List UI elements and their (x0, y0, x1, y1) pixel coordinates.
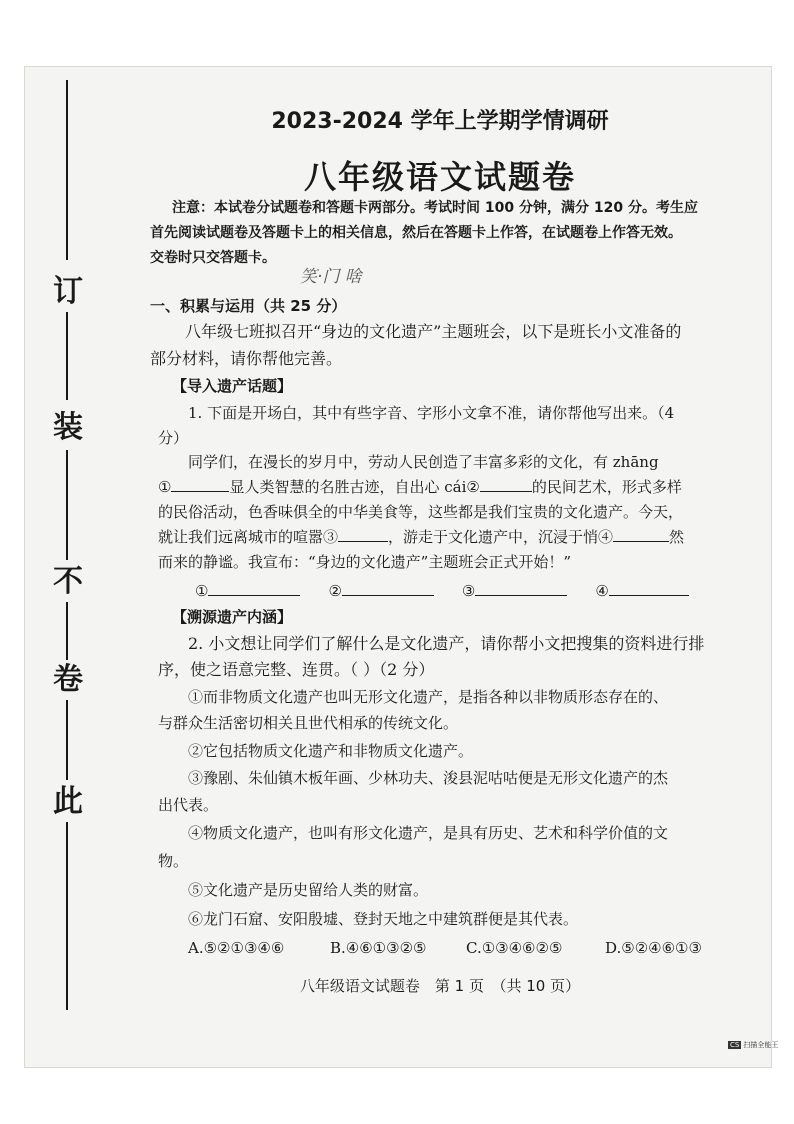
binding-char: 订 (48, 272, 88, 312)
main-title: 八年级语文试题卷 (303, 158, 576, 196)
binding-line (66, 450, 68, 560)
question-1-cont: 分） (158, 429, 189, 447)
answer-label: ② (328, 582, 342, 600)
option-c[interactable]: C.①③④⑥②⑤ (466, 939, 563, 957)
question-2-cont: 序，使之语意完整、连贯。（ ）（2 分） (158, 660, 435, 679)
binding-char: 卷 (48, 660, 88, 700)
section-title: 一、积累与运用（共 25 分） (150, 297, 347, 315)
option-b[interactable]: B.④⑥①③②⑤ (330, 939, 427, 957)
sentence-1: ①而非物质文化遗产也叫无形文化遗产，是指各种以非物质形态存在的、 (188, 688, 669, 706)
scanner-text: 扫描全能王 (743, 1041, 779, 1049)
passage-text: 显人类智慧的名胜古迹，自出心 cái② (229, 478, 480, 496)
sentence-4: ④物质文化遗产，也叫有形文化遗产，是具有历史、艺术和科学价值的文 (188, 824, 669, 842)
passage-line (158, 477, 682, 497)
passage-line: 而来的静谧。我宣布：“身边的文化遗产”主题班会正式开始！” (158, 553, 572, 571)
sentence-5: ⑤文化遗产是历史留给人类的财富。 (188, 881, 429, 899)
passage-text: 的民间艺术，形式多样 (531, 478, 682, 496)
question-2: 2. 小文想让同学们了解什么是文化遗产，请你帮小文把搜集的资料进行排 (188, 634, 705, 653)
passage-text: 然 (669, 528, 685, 546)
scanner-watermark (728, 1040, 778, 1050)
binding-margin (30, 60, 100, 1020)
sentence-4-cont: 物。 (158, 852, 189, 870)
page-footer: 八年级语文试题卷 第 1 页 （共 10 页） (299, 977, 581, 995)
sentence-2: ②它包括物质文化遗产和非物质文化遗产。 (188, 742, 474, 760)
sentence-3-cont: 出代表。 (158, 796, 219, 814)
answer-blank[interactable] (613, 527, 669, 542)
binding-char: 此 (48, 782, 88, 822)
answer-row (195, 581, 689, 601)
part-heading: 【溯源遗产内涵】 (172, 608, 293, 626)
sentence-1-cont: 与群众生活密切相关且世代相承的传统文化。 (158, 714, 459, 732)
section-intro: 部分材料，请你帮他完善。 (150, 349, 343, 368)
blank-label: ① (158, 478, 172, 496)
option-d[interactable]: D.⑤②④⑥①③ (605, 939, 702, 957)
passage-line: 同学们，在漫长的岁月中，劳动人民创造了丰富多彩的文化，有 zhāng (188, 453, 659, 471)
notice-line: 交卷时只交答题卡。 (150, 250, 276, 266)
binding-line (66, 310, 68, 400)
sentence-6: ⑥龙门石窟、安阳殷墟、登封天地之中建筑群便是其代表。 (188, 910, 579, 928)
section-intro: 八年级七班拟召开“身边的文化遗产”主题班会，以下是班长小文准备的 (185, 322, 682, 341)
binding-line (66, 80, 68, 260)
binding-char: 不 (48, 562, 88, 602)
binding-line (66, 600, 68, 660)
answer-label: ③ (461, 582, 476, 600)
answer-line[interactable] (208, 581, 300, 596)
part-heading: 【导入遗产话题】 (172, 377, 293, 395)
answer-blank[interactable] (480, 477, 532, 492)
sentence-3: ③豫剧、朱仙镇木板年画、少林功夫、浚县泥咕咕便是无形文化遗产的杰 (188, 769, 669, 787)
answer-line[interactable] (609, 581, 689, 596)
passage-text: 就让我们远离城市的喧嚣③ (158, 528, 339, 546)
passage-line (158, 527, 684, 547)
passage-line: 的民俗活动，色香味俱全的中华美食等，这些都是我们宝贵的文化遗产。今天， (158, 503, 684, 521)
answer-label: ① (195, 582, 209, 600)
binding-line (66, 700, 68, 780)
handwritten-note: 笑·门 啥 (300, 267, 362, 287)
binding-char: 装 (48, 408, 88, 448)
answer-line[interactable] (342, 581, 434, 596)
answer-blank[interactable] (171, 477, 229, 492)
answer-line[interactable] (475, 581, 567, 596)
scanner-logo-icon: CS (730, 1041, 740, 1049)
answer-label: ④ (595, 582, 609, 600)
question-1: 1. 下面是开场白，其中有些字音、字形小文拿不准，请你帮他写出来。（4 (188, 404, 675, 422)
notice-line: 首先阅读试题卷及答题卡上的相关信息，然后在答题卡上作答，在试题卷上作答无效。 (150, 225, 682, 241)
passage-text: ，游走于文化遗产中，沉浸于悄④ (388, 528, 614, 546)
year-title: 2023-2024 学年上学期学情调研 (271, 109, 609, 134)
answer-blank[interactable] (338, 527, 388, 542)
notice-line: 注意：本试卷分试题卷和答题卡两部分。考试时间 100 分钟，满分 120 分。考生应 (172, 200, 698, 216)
binding-line (66, 820, 68, 1010)
option-a[interactable]: A.⑤②①③④⑥ (188, 939, 285, 957)
